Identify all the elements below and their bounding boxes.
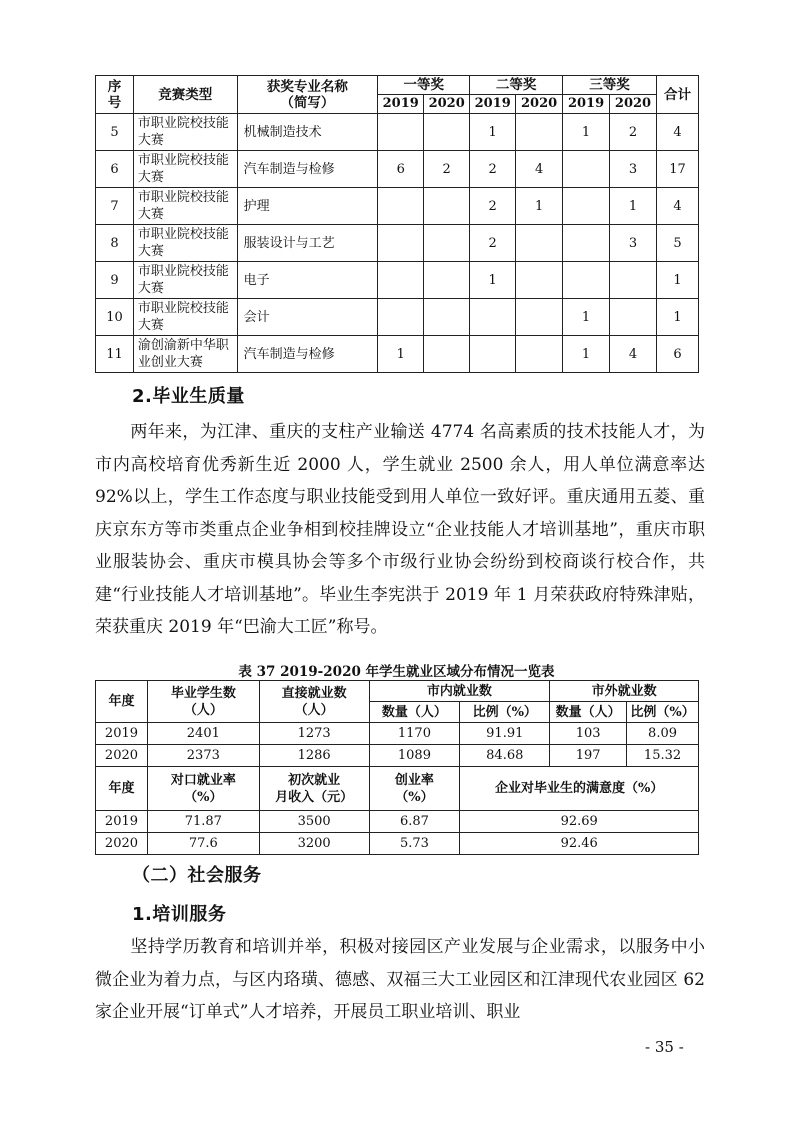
cell-award-count: 4 xyxy=(516,151,563,188)
cell-year: 2019 xyxy=(96,723,148,745)
cell-award-count xyxy=(610,299,657,336)
header-first-prize: 一等奖 xyxy=(378,76,470,95)
cell-graduates: 2401 xyxy=(147,723,259,745)
header-seq: 序 号 xyxy=(96,76,134,114)
header-year: 2020 xyxy=(424,95,470,114)
graduates-paragraph xyxy=(95,416,705,644)
cell-out-ratio: 15.32 xyxy=(627,745,699,767)
employment-table xyxy=(95,680,699,855)
header-ratio: 比例（%） xyxy=(627,702,699,723)
header-type: 竞赛类型 xyxy=(133,76,237,114)
header-count: 数量（人） xyxy=(369,702,460,723)
cell-award-count: 2 xyxy=(470,188,516,225)
cell-major: 护理 xyxy=(237,188,378,225)
header-count: 数量（人） xyxy=(550,702,627,723)
cell-award-count xyxy=(424,114,470,151)
cell-award-count xyxy=(563,151,610,188)
header-major: 获奖专业名称 （简写） xyxy=(237,76,378,114)
cell-direct: 1273 xyxy=(259,723,369,745)
header-third-prize: 三等奖 xyxy=(563,76,657,95)
cell-award-count: 3 xyxy=(610,151,657,188)
cell-competition-type: 市职业院校技能大赛 xyxy=(133,151,237,188)
cell-award-count xyxy=(470,336,516,373)
cell-award-count xyxy=(516,114,563,151)
header-year: 2019 xyxy=(470,95,516,114)
header-graduates: 毕业学生数 （人） xyxy=(147,681,259,723)
awards-table xyxy=(95,75,699,373)
cell-total: 1 xyxy=(657,299,699,336)
table-row xyxy=(96,188,699,225)
cell-out-count: 197 xyxy=(550,745,627,767)
graduates-paragraph-text: 两年来，为江津、重庆的支柱产业输送 4774 名高素质的技术技能人才，为市内高校培育优秀新生近 2000 人，学生就业 2500 余人，用人单位满意率达 92%以上，学生工作态度与职业技能受到用人单位一致好评。重庆通用五菱、重庆京东方等市类重点企业争相到校挂牌设立“企业技能人才培训基地”，重庆市职业服装协会、重庆市模具协会等多个市级行业协会纷纷到校商谈行校合作，共建“行业技能人才培训基地”。毕业生李宪洪于 2019 年 1 月荣获政府特殊津贴，荣获重庆 2019 年“巴渝大工匠”称号。 xyxy=(95,422,705,637)
header-year: 年度 xyxy=(96,681,148,723)
section-heading-graduates: 2.毕业生质量 xyxy=(132,386,245,407)
cell-award-count: 3 xyxy=(610,225,657,262)
cell-competition-type: 渝创渝新中华职业创业大赛 xyxy=(133,336,237,373)
cell-match-rate: 71.87 xyxy=(147,811,259,833)
cell-award-count: 1 xyxy=(470,262,516,299)
header-total: 合计 xyxy=(657,76,699,114)
cell-award-count: 1 xyxy=(563,114,610,151)
cell-major: 会计 xyxy=(237,299,378,336)
header-direct-employment: 直接就业数 （人） xyxy=(259,681,369,723)
cell-seq: 5 xyxy=(96,114,134,151)
header-year: 年度 xyxy=(96,767,148,811)
cell-major: 电子 xyxy=(237,262,378,299)
cell-award-count xyxy=(516,336,563,373)
cell-award-count xyxy=(470,299,516,336)
cell-competition-type: 市职业院校技能大赛 xyxy=(133,114,237,151)
header-income: 初次就业 月收入（元） xyxy=(259,767,369,811)
cell-award-count: 1 xyxy=(563,336,610,373)
cell-competition-type: 市职业院校技能大赛 xyxy=(133,262,237,299)
section-heading-training: 1.培训服务 xyxy=(132,904,227,925)
cell-award-count xyxy=(424,188,470,225)
cell-award-count: 2 xyxy=(424,151,470,188)
cell-year: 2020 xyxy=(96,745,148,767)
cell-income: 3500 xyxy=(259,811,369,833)
cell-award-count xyxy=(516,299,563,336)
cell-award-count xyxy=(378,299,424,336)
cell-competition-type: 市职业院校技能大赛 xyxy=(133,188,237,225)
cell-startup-rate: 5.73 xyxy=(369,833,460,855)
cell-award-count xyxy=(378,262,424,299)
header-satisfaction: 企业对毕业生的满意度（%） xyxy=(460,767,699,811)
cell-award-count: 2 xyxy=(470,225,516,262)
cell-major: 汽车制造与检修 xyxy=(237,151,378,188)
cell-award-count: 1 xyxy=(516,188,563,225)
cell-total: 5 xyxy=(657,225,699,262)
header-year: 2020 xyxy=(516,95,563,114)
cell-out-count: 103 xyxy=(550,723,627,745)
cell-income: 3200 xyxy=(259,833,369,855)
cell-out-ratio: 8.09 xyxy=(627,723,699,745)
cell-award-count: 2 xyxy=(610,114,657,151)
table-row xyxy=(96,114,699,151)
cell-major: 服装设计与工艺 xyxy=(237,225,378,262)
page-number: - 35 - xyxy=(645,1038,684,1056)
cell-match-rate: 77.6 xyxy=(147,833,259,855)
cell-direct: 1286 xyxy=(259,745,369,767)
cell-total: 1 xyxy=(657,262,699,299)
cell-in-ratio: 91.91 xyxy=(460,723,550,745)
cell-major: 机械制造技术 xyxy=(237,114,378,151)
table-row xyxy=(96,151,699,188)
cell-satisfaction: 92.69 xyxy=(460,811,699,833)
cell-award-count: 2 xyxy=(470,151,516,188)
cell-year: 2019 xyxy=(96,811,148,833)
training-paragraph-text: 坚持学历教育和培训并举，积极对接园区产业发展与企业需求，以服务中小微企业为着力点，与区内珞璜、德感、双福三大工业园区和江津现代农业园区 62 家企业开展“订单式”人才培养，开展员工职业培训、职业 xyxy=(95,937,705,1022)
cell-satisfaction: 92.46 xyxy=(460,833,699,855)
training-paragraph xyxy=(95,931,705,1029)
cell-award-count: 1 xyxy=(470,114,516,151)
cell-graduates: 2373 xyxy=(147,745,259,767)
cell-seq: 9 xyxy=(96,262,134,299)
table-row xyxy=(96,299,699,336)
cell-in-ratio: 84.68 xyxy=(460,745,550,767)
cell-startup-rate: 6.87 xyxy=(369,811,460,833)
cell-award-count xyxy=(378,188,424,225)
cell-seq: 10 xyxy=(96,299,134,336)
cell-seq: 8 xyxy=(96,225,134,262)
section-heading-social-service: （二）社会服务 xyxy=(132,865,262,886)
cell-award-count: 1 xyxy=(378,336,424,373)
header-in-city: 市内就业数 xyxy=(369,681,550,702)
cell-award-count: 1 xyxy=(563,299,610,336)
table-caption: 表 37 2019-2020 年学生就业区域分布情况一览表 xyxy=(238,664,555,680)
cell-award-count xyxy=(563,225,610,262)
cell-award-count: 1 xyxy=(610,188,657,225)
cell-award-count xyxy=(424,336,470,373)
cell-competition-type: 市职业院校技能大赛 xyxy=(133,299,237,336)
header-second-prize: 二等奖 xyxy=(470,76,563,95)
cell-total: 4 xyxy=(657,188,699,225)
cell-award-count xyxy=(378,114,424,151)
cell-award-count xyxy=(424,262,470,299)
cell-award-count xyxy=(378,225,424,262)
cell-award-count: 6 xyxy=(378,151,424,188)
cell-major: 汽车制造与检修 xyxy=(237,336,378,373)
cell-total: 4 xyxy=(657,114,699,151)
cell-seq: 7 xyxy=(96,188,134,225)
header-ratio: 比例（%） xyxy=(460,702,550,723)
header-year: 2019 xyxy=(563,95,610,114)
cell-award-count xyxy=(516,262,563,299)
cell-year: 2020 xyxy=(96,833,148,855)
cell-total: 6 xyxy=(657,336,699,373)
cell-award-count xyxy=(610,262,657,299)
header-year: 2019 xyxy=(378,95,424,114)
cell-in-count: 1089 xyxy=(369,745,460,767)
header-out-city: 市外就业数 xyxy=(550,681,699,702)
table-row xyxy=(96,225,699,262)
cell-award-count: 4 xyxy=(610,336,657,373)
table-row xyxy=(96,336,699,373)
cell-in-count: 1170 xyxy=(369,723,460,745)
cell-award-count xyxy=(424,299,470,336)
cell-seq: 11 xyxy=(96,336,134,373)
cell-award-count xyxy=(424,225,470,262)
header-year: 2020 xyxy=(610,95,657,114)
cell-award-count xyxy=(516,225,563,262)
cell-award-count xyxy=(563,262,610,299)
cell-award-count xyxy=(563,188,610,225)
cell-total: 17 xyxy=(657,151,699,188)
cell-competition-type: 市职业院校技能大赛 xyxy=(133,225,237,262)
header-startup-rate: 创业率 （%） xyxy=(369,767,460,811)
header-match-rate: 对口就业率 （%） xyxy=(147,767,259,811)
table-row xyxy=(96,262,699,299)
cell-seq: 6 xyxy=(96,151,134,188)
